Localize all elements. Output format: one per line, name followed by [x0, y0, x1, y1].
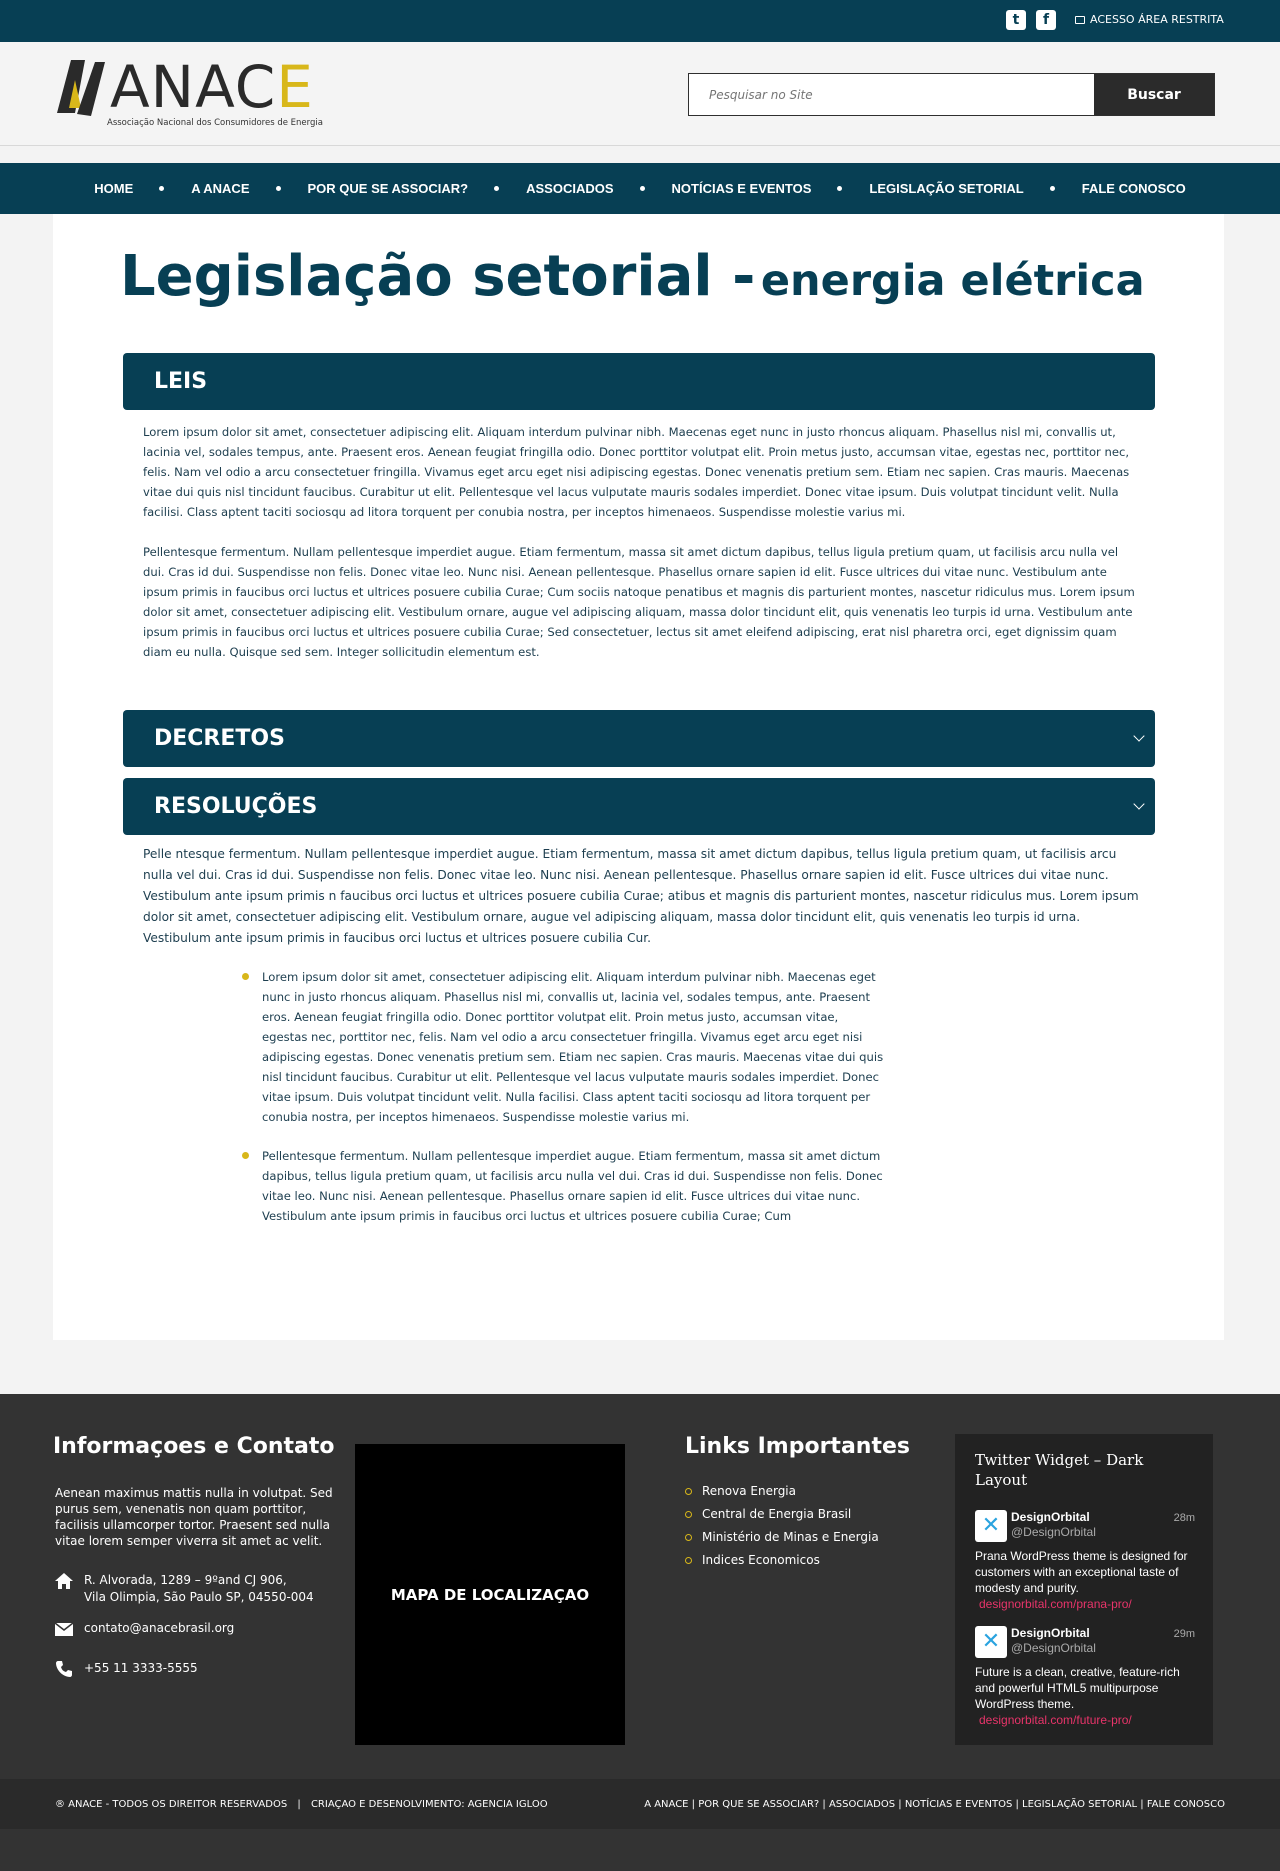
- accordion-leis-label: LEIS: [154, 369, 208, 394]
- tweet-link[interactable]: designorbital.com/future-pro/: [979, 1713, 1132, 1727]
- bottom-link-fale-conosco[interactable]: FALE CONOSCO: [1146, 1799, 1225, 1810]
- logo-tagline: Associação Nacional dos Consumidores de Energia: [107, 118, 323, 128]
- map-label: MAPA DE LOCALIZAÇAO: [390, 1585, 590, 1604]
- main-nav: [0, 163, 1280, 214]
- tweet-text: Prana WordPress theme is designed for customers with an exceptional taste of modesty and purity. designorbital.com/prana-pro/: [975, 1549, 1188, 1611]
- page-title: [120, 244, 1145, 309]
- links-heading: Links Importantes: [685, 1434, 910, 1459]
- facebook-icon[interactable]: f: [1036, 10, 1056, 30]
- avatar[interactable]: ✕: [975, 1510, 1007, 1542]
- nav-item-por-que-se-associar[interactable]: POR QUE SE ASSOCIAR?: [279, 181, 498, 196]
- circle-bullet-icon: [685, 1534, 692, 1541]
- search-input[interactable]: [689, 74, 1094, 115]
- tweet-text: Future is a clean, creative, feature-rich and powerful HTML5 multipurpose WordPress theme. designorbital.com/future-pro/: [975, 1665, 1180, 1727]
- bottom-link-legislacao-setorial[interactable]: LEGISLAÇÃO SETORIAL: [1022, 1799, 1138, 1810]
- bottom-nav: A ANACE | POR QUE SE ASSOCIAR? | ASSOCIADOS | NOTÍCIAS E EVENTOS | LEGISLAÇÃO SETORIAL | FALE CONOSCO: [644, 1799, 1225, 1810]
- bottom-link-por-que-se-associar[interactable]: POR QUE SE ASSOCIAR?: [698, 1799, 820, 1810]
- footer: [0, 1394, 1280, 1779]
- link-item[interactable]: Indices Economicos: [685, 1553, 879, 1567]
- home-icon: [55, 1572, 73, 1590]
- accordion-resolucoes[interactable]: [123, 778, 1155, 835]
- circle-bullet-icon: [685, 1511, 692, 1518]
- phone-icon: [55, 1660, 73, 1678]
- nav-item-noticias-e-eventos[interactable]: NOTÍCIAS E EVENTOS: [643, 181, 841, 196]
- nav-item-associados[interactable]: ASSOCIADOS: [497, 181, 642, 196]
- site-logo[interactable]: [55, 54, 325, 134]
- circle-bullet-icon: [685, 1557, 692, 1564]
- chevron-down-icon: [1133, 730, 1144, 741]
- location-map[interactable]: [355, 1444, 625, 1745]
- email-text: contato@anacebrasil.org: [84, 1621, 235, 1635]
- link-item[interactable]: Ministério de Minas e Energia: [685, 1530, 879, 1544]
- tweet-time: 28m: [1173, 1512, 1195, 1524]
- copyright-text: ® ANACE - TODOS OS DIREITOR RESERVADOS: [55, 1799, 288, 1810]
- nav-item-home[interactable]: HOME: [94, 181, 134, 196]
- restricted-area-link[interactable]: [1075, 13, 1224, 26]
- bottom-link-noticias-e-eventos[interactable]: NOTÍCIAS E EVENTOS: [904, 1799, 1013, 1810]
- top-bar: [0, 0, 1280, 42]
- contact-text: Aenean maximus mattis nulla in volutpat. Sed purus sem, venenatis non quam porttitor, facilisis ullamcorper tortor. Praesent sed nulla vitae lorem semper viverra sit amet ac velit.: [55, 1486, 333, 1548]
- twitter-widget-title: Twitter Widget – Dark Layout: [975, 1451, 1144, 1489]
- phone-text: +55 11 3333-5555: [84, 1661, 198, 1675]
- tweet-time: 29m: [1173, 1628, 1195, 1640]
- accordion-leis[interactable]: [123, 353, 1155, 410]
- important-links: [685, 1484, 879, 1576]
- tweet-link[interactable]: designorbital.com/prana-pro/: [979, 1597, 1132, 1611]
- address-line-1: R. Alvorada, 1289 – 9ºand CJ 906,: [84, 1573, 287, 1587]
- logo-wordmark: ANACE: [110, 53, 314, 121]
- tweet-author[interactable]: DesignOrbital: [1011, 1626, 1090, 1640]
- monitor-icon: [1075, 16, 1085, 24]
- copyright: ® ANACE - TODOS OS DIREITOR RESERVADOS | CRIAÇAO E DESENOLVIMENTO: AGENCIA IGLOO: [55, 1799, 548, 1810]
- bottom-link-associados[interactable]: ASSOCIADOS: [828, 1799, 896, 1810]
- contact-address: [55, 1572, 314, 1606]
- contact-email[interactable]: [55, 1620, 234, 1638]
- search-button[interactable]: Buscar: [1094, 74, 1214, 115]
- circle-bullet-icon: [685, 1488, 692, 1495]
- nav-item-a-anace[interactable]: A ANACE: [162, 181, 278, 196]
- tweet-handle: @DesignOrbital: [1011, 1525, 1096, 1539]
- restricted-area-label: ACESSO ÁREA RESTRITA: [1090, 13, 1224, 26]
- bullet-icon: [242, 1152, 249, 1159]
- avatar[interactable]: ✕: [975, 1626, 1007, 1658]
- page-title-main: Legislação setorial -: [120, 244, 756, 309]
- link-item[interactable]: Central de Energia Brasil: [685, 1507, 879, 1521]
- leis-paragraph-2: Pellentesque fermentum. Nullam pellentesque imperdiet augue. Etiam fermentum, massa sit amet dictum dapibus, tellus ligula pretium quam, ut facilisis arcu nulla vel dui. Cras id dui. Suspendisse non felis. Donec vitae leo. Nunc nisi. Aenean pellentesque. Phasellus ornare sapien id elit. Fusce ultrices dui vitae nunc. Vestibulum ante ipsum primis in faucibus orci luctus et ultrices posuere cubilia Curae; Cum sociis natoque penatibus et magnis dis parturient montes, nascetur ridiculus mus. Lorem ipsum dolor sit amet, consectetuer adipiscing elit. Vestibulum ornare, augue vel adipiscing aliquam, massa dolor tincidunt elit, quis venenatis leo turpis id urna. Vestibulum ante ipsum primis in faucibus orci luctus et ultrices posuere cubilia Curae; Sed consectetuer, lectus sit amet eleifend adipiscing, erat nisl pharetra orci, eget dignissim quam diam eu nulla. Quisque sed sem. Integer sollicitudin elementum est.: [143, 545, 1135, 659]
- tweet-author[interactable]: DesignOrbital: [1011, 1510, 1090, 1524]
- nav-item-fale-conosco[interactable]: FALE CONOSCO: [1053, 181, 1215, 196]
- footer-base: [0, 1829, 1280, 1871]
- mail-icon: [55, 1620, 73, 1638]
- tweet-handle: @DesignOrbital: [1011, 1641, 1096, 1655]
- link-item[interactable]: Renova Energia: [685, 1484, 879, 1498]
- chevron-down-icon: [1133, 798, 1144, 809]
- search-bar: [688, 73, 1215, 116]
- page-title-sub: energia elétrica: [760, 256, 1145, 306]
- twitter-icon[interactable]: t: [1006, 10, 1026, 30]
- credits-link[interactable]: CRIAÇAO E DESENOLVIMENTO: AGENCIA IGLOO: [310, 1799, 548, 1810]
- nav-item-legislacao-setorial[interactable]: LEGISLAÇÃO SETORIAL: [840, 181, 1052, 196]
- logo-mark-icon: [55, 58, 115, 118]
- contact-phone[interactable]: [55, 1660, 198, 1678]
- twitter-widget: [955, 1434, 1213, 1745]
- bullet-icon: [242, 973, 249, 980]
- contact-heading: Informaçoes e Contato: [53, 1434, 335, 1459]
- address-line-2: Vila Olimpia, São Paulo SP, 04550-004: [84, 1590, 314, 1604]
- resolucoes-list: [240, 967, 885, 1245]
- resolucoes-paragraph: Pelle ntesque fermentum. Nullam pellentesque imperdiet augue. Etiam fermentum, massa sit amet dictum dapibus, tellus ligula pretium quam, ut facilisis arcu nulla vel dui. Cras id dui. Suspendisse non felis. Donec vitae leo. Nunc nisi. Aenean pellentesque. Phasellus ornare sapien id elit. Fusce ultrices dui vitae nunc. Vestibulum ante ipsum primis n faucibus orci luctus et ultrices posuere cubilia Curae; atibus et magnis dis parturient montes, nascetur ridiculus mus. Lorem ipsum dolor sit amet, consectetuer adipiscing elit. Vestibulum ornare, augue vel adipiscing aliquam, massa dolor tincidunt elit, quis venenatis leo turpis id urna. Vestibulum ante ipsum primis in faucibus orci luctus et ultrices posuere cubilia Cur.: [143, 847, 1139, 945]
- list-item: Lorem ipsum dolor sit amet, consectetuer adipiscing elit. Aliquam interdum pulvinar nibh. Maecenas eget nunc in justo rhoncus aliquam. Phasellus nisl mi, convallis ut, lacinia vel, sodales tempus, ante. Praesent eros. Aenean feugiat fringilla odio. Donec porttitor volutpat elit. Proin metus justo, accumsan vitae, egestas nec, porttitor nec, felis. Nam vel odio a arcu consectetuer fringilla. Vivamus eget arcu eget nisi adipiscing egestas. Donec venenatis pretium sem. Etiam nec sapien. Cras mauris. Maecenas vitae dui quis nisl tincidunt faucibus. Curabitur ut elit. Pellentesque vel lacus vulputate mauris sodales imperdiet. Donec vitae ipsum. Duis volutpat tincidunt velit. Nulla facilisi. Class aptent taciti sociosqu ad litora torquent per conubia nostra, per inceptos himenaeos. Suspendisse molestie varius mi.: [240, 967, 885, 1127]
- bottom-link-a-anace[interactable]: A ANACE: [644, 1799, 689, 1810]
- accordion-decretos[interactable]: [123, 710, 1155, 767]
- bottom-bar: [0, 1779, 1280, 1829]
- leis-paragraph-1: Lorem ipsum dolor sit amet, consectetuer adipiscing elit. Aliquam interdum pulvinar nibh. Maecenas eget nunc in justo rhoncus aliquam. Phasellus nisl mi, convallis ut, lacinia vel, sodales tempus, ante. Praesent eros. Aenean feugiat fringilla odio. Donec porttitor volutpat elit. Proin metus justo, accumsan vitae, egestas nec, porttitor nec, felis. Nam vel odio a arcu consectetuer fringilla. Vivamus eget arcu eget nisi adipiscing egestas. Donec venenatis pretium sem. Etiam nec sapien. Cras mauris. Maecenas vitae dui quis nisl tincidunt faucibus. Curabitur ut elit. Pellentesque vel lacus vulputate mauris sodales imperdiet. Donec vitae ipsum. Duis volutpat tincidunt velit. Nulla facilisi. Class aptent taciti sociosqu ad litora torquent per conubia nostra, per inceptos himenaeos. Suspendisse molestie varius mi.: [143, 425, 1130, 519]
- accordion-resolucoes-label: RESOLUÇÕES: [154, 794, 318, 819]
- list-item: Pellentesque fermentum. Nullam pellentesque imperdiet augue. Etiam fermentum, massa sit amet dictum dapibus, tellus ligula pretium quam, ut facilisis arcu nulla vel dui. Cras id dui. Suspendisse non felis. Donec vitae leo. Nunc nisi. Aenean pellentesque. Phasellus ornare sapien id elit. Fusce ultrices dui vitae nunc. Vestibulum ante ipsum primis in faucibus orci luctus et ultrices posuere cubilia Curae; Cum: [240, 1146, 885, 1226]
- accordion-decretos-label: DECRETOS: [154, 726, 285, 751]
- header: [0, 42, 1280, 146]
